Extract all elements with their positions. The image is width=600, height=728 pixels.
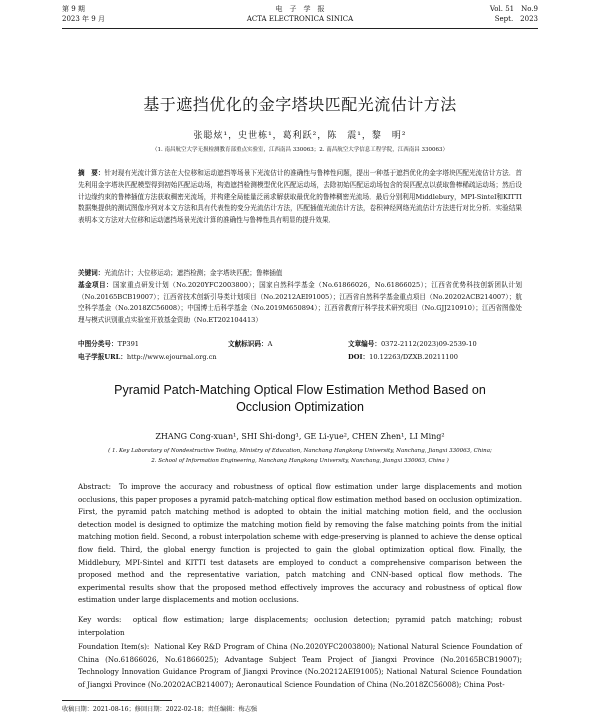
clc-label: 中图分类号： — [78, 340, 118, 348]
doc-code-label: 文献标识码： — [228, 340, 268, 348]
authors-en: ZHANG Cong-xuan¹, SHI Shi-dong¹, GE Li-yue², CHEN Zhen¹, LI Ming² — [155, 432, 445, 441]
article-number-label: 文章编号： — [348, 340, 381, 348]
journal-name-en: ACTA ELECTRONICA SINICA — [246, 15, 354, 23]
abstract-en — [78, 481, 522, 607]
keywords-cn-text: 光流估计；大位移运动；遮挡检测；金字塔块匹配；鲁棒插值 — [104, 269, 283, 277]
doc-code — [228, 339, 348, 349]
date-cn: 2023 年 9 月 — [62, 15, 105, 23]
paper-title-en — [0, 382, 600, 416]
keywords-cn — [78, 268, 522, 280]
volume: Vol. 51 No.9 — [489, 5, 538, 13]
meta-row-2 — [78, 352, 522, 362]
authors-cn: 张聪炫¹，史世栋¹，葛利跃²，陈 震¹，黎 明² — [193, 131, 407, 141]
doi — [348, 352, 458, 362]
header-rule — [62, 28, 538, 29]
affiliation-en-2: 2. School of Information Engineering, Nanchang Hangkong University, Nanchang, Jiangxi 330063, China ) — [151, 457, 449, 464]
journal-url-label: 电子学报URL： — [78, 353, 127, 361]
abstract-en-text: To improve the accuracy and robustness of optical flow estimation under large displacements and motion occlusions, this paper proposes a pyramid patch-matching optical flow estimation method based on occlusion optimization. First, the pyramid patch matching method is adopted to obtain the initial matching motion field, and the occlusion detection model is designed to optimize the matching motion field by removing the false matching points from the initial matching motion field. Second, a robust interpolation scheme with edge-preserving is planned to achieve the dense optical flow field. Third, the global energy function is projected to gain the global optimization optical flow. Finally, the Middlebury, MPI-Sintel and KITTI test datasets are employed to conduct a comprehensive comparison between the proposed method and the representative variation, patch matching and CNN-based optical flow methods. The experimental results show that the proposed method effectively improves the accuracy and robustness of optical flow estimation under large displacements and motion occlusions. — [78, 482, 522, 605]
funding-cn-label: 基金项目： — [78, 281, 114, 289]
keywords-en-label: Key words: — [78, 615, 122, 624]
doi-value: 10.12263/DZXB.20211100 — [369, 353, 458, 361]
funding-en-label: Foundation Item(s): — [78, 642, 150, 651]
issue-cn: 第 9 期 — [62, 5, 85, 13]
title-en-line2: Occlusion Optimization — [236, 400, 364, 414]
journal-url — [78, 352, 348, 362]
affiliation-cn: （1. 南昌航空大学无损检测教育部重点实验室，江西南昌 330063；2. 南昌航空大学信息工程学院，江西南昌 330063） — [152, 147, 448, 153]
paper-title-cn: 基于遮挡优化的金字塔块匹配光流估计方法 — [143, 95, 457, 114]
affiliation-en-1: ( 1. Key Laboratory of Nondestructive Testing, Ministry of Education, Nanchang Hangkong University, Nanchang, Jiangxi 330063, China; — [108, 448, 492, 454]
funding-cn-text: 国家重点研发计划（No.2020YFC2003800）；国家自然科学基金（No.61866026，No.61866025）；江西省优势科技创新团队计划（No.20165BCB19007）；江西省技术创新引导类计划项目（No.20212AEI91005）；江西省自然科学基金重点项目（No.20202ACB214007）；航空科学基金（No.2018ZC56008）；中国博士后科学基金（No.2019M650894）；江西省教育厅科学技术研究项目（No.GJJ210910）；江西省图像处理与模式识别重点实验室开放基金资助（No.ET202104413） — [78, 281, 522, 324]
abstract-cn — [78, 168, 522, 227]
clc — [78, 339, 228, 349]
journal-url-value: http://www.ejournal.org.cn — [126, 353, 217, 361]
article-number-value: 0372-2112(2023)09-2539-10 — [380, 340, 477, 348]
title-en-line1: Pyramid Patch-Matching Optical Flow Estimation Method Based on — [114, 383, 486, 397]
meta-row-1 — [78, 339, 522, 349]
journal-name-cn: 电 子 学 报 — [275, 5, 325, 13]
article-number — [348, 339, 477, 349]
funding-cn — [78, 280, 522, 326]
header-right — [490, 4, 538, 24]
clc-value: TP391 — [117, 340, 139, 348]
abstract-cn-label: 摘 要： — [78, 169, 105, 177]
keywords-cn-label: 关键词： — [78, 269, 105, 277]
footnote-rule — [62, 700, 172, 701]
funding-en-text: National Key R&D Program of China (No.2020YFC2003800); National Natural Science Foundation of China (No.61866026, No.61866025); Advantage Subject Team Project of Jiangxi Province (No.20165BCB19007); Technology Innovation Guidance Program of Jiangxi Province (No.20212AEI91005); National Natural Science Foundation of Jiangxi Province (No.20202ACB214007); Aeronautical Science Foundation of China (No.2018ZC56008); China Post- — [78, 642, 522, 689]
keywords-en — [78, 614, 522, 639]
date-en: Sept. 2023 — [494, 15, 538, 23]
keywords-en-text: optical flow estimation; large displacements; occlusion detection; pyramid patch matching; robust interpolation — [78, 615, 522, 637]
funding-en — [78, 641, 522, 691]
doi-label: DOI： — [348, 353, 370, 361]
received-date-footnote: 收稿日期：2021-08-16；修回日期：2022-02-18；责任编辑：梅志强 — [62, 706, 258, 713]
affiliation-en — [70, 447, 530, 466]
running-header — [0, 0, 600, 46]
doc-code-value: A — [267, 340, 273, 348]
abstract-cn-text: 针对现有光流计算方法在大位移和运动遮挡等场景下光流估计的准确性与鲁棒性问题，提出一种基于遮挡优化的金字塔块匹配光流估计方法．首先利用金字塔块匹配模型得到初始匹配运动场，构造遮挡检测模型优化匹配运动场，去除初始匹配运动场包含的误匹配点以获取鲁棒稀疏运动场；然后设计边缘约束的鲁棒插值方法获取稠密光流场，并构建全局能量泛函求解获取最优化的鲁棒稠密光流场．最后分别利用Middlebury，MPI-Sintel和KITTI数据集提供的测试图像序列对本文方法和具有代表性的变分光流估计方法，匹配插值光流估计方法，卷积神经网络光流估计方法进行对比分析．实验结果表明本文方法对大位移和运动遮挡场景光流计算的准确性与鲁棒性具有明显的提升效果． — [78, 169, 523, 225]
abstract-en-label: Abstract: — [78, 482, 111, 491]
